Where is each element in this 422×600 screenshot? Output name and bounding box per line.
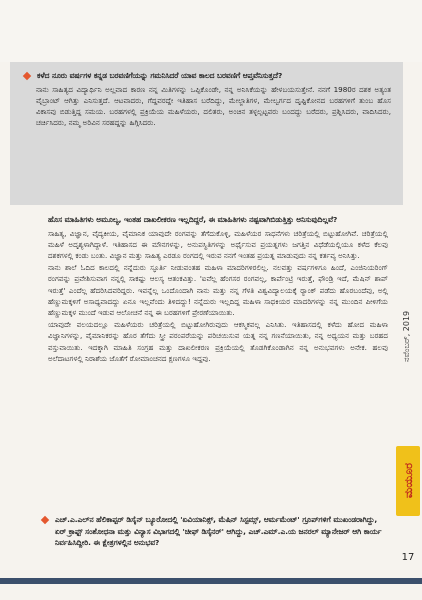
- body-question: ಹೊಸ ಮಾಹಿತಿಗಳು ಅಮೂಲ್ಯ, ಇಂತಹ ದಾಖಲೀಕರಣ ಇಲ್ಲದಿದ್ದರೆ, ಈ ಮಾಹಿತಿಗಳು ನಷ್ಟವಾಗಿಬಿಡುತ್ತಿತ್ತು ಅನಿಸುವುದಿಲ್ಲವೆ?: [48, 215, 338, 224]
- diamond-bullet-icon: [23, 72, 31, 80]
- qa-question: [22, 70, 391, 82]
- body-paragraph-2: ನಾನು ಶಾಲೆ ಓದಿದ ಕಾಲದಲ್ಲಿ ನನ್ನೆದುರು ಸ್ಫೂರ್ತಿ ನೀಡುವಂತಹ ಮಹಿಳಾ ಮಾದರಿಗಳಿರಲಿಲ್ಲ. ನಲವತ್ತು ವರ್ಷಗಳಿಗೂ ಹಿಂದೆ, ಎಂಜಿನಿಯರಿಂಗ್ ರಂಗವನ್ನು ಪ್ರವೇಶಿಸುವಾಗ ನನ್ನಲ್ಲಿ ಸಾಕಷ್ಟು ಆಲಸ್ಯ ಆತಂಕವಿತ್ತು. 'ಐವೆಲ್ಲ ಹೆಂಗಸರ ರಂಗವಲ್ಲ, ಕಾರ್ಪೆಂಟ್ರಿ ಇರುತ್ತೆ, ಫೌಂಡ್ರಿ ಇದೆ, ಮೆಷಿನ್ ಶಾಪ್ ಇರುತ್ತೆ' ಎಂದೆಲ್ಲ ಹೆದರಿಸಿದವರಿದ್ದರು. ಇವನ್ನೆಲ್ಲ ಒಂದೊಂದಾಗಿ ನಾನು ಮತ್ತು ನನ್ನ ಗೆಳತಿ ವಿಶ್ವವಿದ್ಯಾಲಯಕ್ಕೆ ರ‍್ಯಾಂಕ್ ಪಡೆದು ಹೊರಬಂದೆವು, ಅಲ್ಲಿ ಹೆಣ್ಣುಮಕ್ಕಳಿಗೆ ಅಸಾಧ್ಯವಾದದ್ದು ಏನೂ ಇಲ್ಲವೆಂದು ತಿಳಿದದ್ದು! ನನ್ನೆದುರು ಇಲ್ಲದಿದ್ದ ಮಹಿಳಾ ಸಾಧಕಿಯರ ಮಾದರಿಗಳನ್ನು ನನ್ನ ಮುಂದಿನ ಪೀಳಿಗೆಯ ಹೆಣ್ಣುಮಕ್ಕಳ ಮುಂದೆ ಇಡುವ ಆಲೋಚನೆ ನನ್ನ ಈ ಬರಹಗಳಿಗೆ ಪ್ರೇರಣೆಯಾಯಿತು.: [48, 263, 388, 317]
- issue-date: ನವೆಂಬರ್, 2019: [402, 310, 411, 362]
- highlighted-qa-box: [10, 62, 403, 205]
- next-question-text: ಎಚ್.ಎ.ಎಲ್‌ನ ಹೆಲಿಕಾಪ್ಟರ್ ಡಿಸೈನ್ ಬ್ಯೂರೋದಲ್ಲಿ 'ಏವಿಯಾನಿಕ್ಸ್, ಮೆಷಿನ್ ಸಿಸ್ಟಮ್ಸ್, ಆರ್ಮಮೆಂಟ್' ಗ್ರೂಪ್‌ಗಳಿಗೆ ಮುಖಂಡರಾಗಿದ್ದು, ಏರ್ ಕ್ರಾಫ್ಟ್ ಸಂಶೋಧನಾ ಮತ್ತು ವಿನ್ಯಾಸ ವಿಭಾಗದಲ್ಲಿ 'ಚೀಫ್ ಡಿಸೈನರ್' ಆಗಿದ್ದು, ಎಚ್.ಎಮ್.ಎ.ಯ ಜನರಲ್ ಮ್ಯಾನೇಜರ್ ಆಗಿ ಕಾರ್ಯ ನಿರ್ವಹಿಸಿದ್ದೀರಿ. ಈ ಕ್ಷೇತ್ರಗಳಲ್ಲಿನ ಅನುಭವ?: [55, 515, 382, 547]
- page-number: 17: [401, 552, 415, 563]
- top-margin: [0, 0, 422, 62]
- next-question: [40, 514, 390, 549]
- qa-question-text: ಕಳೆದ ನೂರು ವರ್ಷಗಳ ಕನ್ನಡ ಬರವಣಿಗೆಯನ್ನು ಗಮನಿಸಿದರೆ ಯಾವ ಕಾಲದ ಬರವಣಿಗೆ ಆಪ್ತವೆನಿಸುತ್ತದೆ?: [37, 71, 283, 80]
- article-body: [48, 214, 388, 364]
- vertical-masthead: [396, 276, 420, 536]
- diamond-bullet-icon: [41, 516, 49, 524]
- body-paragraph-1: ಸಾಹಿತ್ಯ, ವಿಜ್ಞಾನ, ವೈದ್ಯಕೀಯ, ವೈಮಾನಿಕ ಯಾವುದೇ ರಂಗವನ್ನು ತೆಗೆದುಕೊಳ್ಳಿ, ಮಹಿಳೆಯರ ಸಾಧನೆಗಳು ಚರಿತ್ರೆಯಲ್ಲಿ ಬಿಟ್ಟುಹೋಗಿವೆ. ಚರಿತ್ರೆಯಲ್ಲಿ ಮಹಿಳೆ ಅದೃಶ್ಯಳಾಗಿದ್ದಾಳೆ. ಇತಿಹಾಸದ ಈ ಮೌನಗಳನ್ನು, ಅನುಪಸ್ಥಿತಿಗಳನ್ನು ಅರ್ಥೈಸುವ ಪ್ರಯತ್ನಗಳು ಜಗತ್ತಿನ ವಿಧೆಡೆಯಲ್ಲಿಯೂ ಕಳೆದ ಕೆಲವು ದಶಕಗಳಲ್ಲಿ ಕಂಡು ಬಂತು. ವಿಜ್ಞಾನ ಮತ್ತು ಸಾಹಿತ್ಯ ಎರಡೂ ರಂಗದಲ್ಲಿ ಇರುವ ನನಗೆ ಇಂತಹ ಪ್ರಯತ್ನ ಮಾಡುವುದು ನನ್ನ ಕರ್ತವ್ಯ ಅನಿಸಿತ್ತು.: [48, 228, 388, 260]
- qa-answer: ನಾನು ಸಾಹಿತ್ಯದ ವಿದ್ಯಾರ್ಥಿನಿ ಅಲ್ಲವಾದ ಕಾರಣ ನನ್ನ ಮಿತಿಗಳನ್ನು ಒಪ್ಪಿಕೊಂಡೇ, ನನ್ನ ಅನಿಸಿಕೆಯನ್ನು ಹೇಳಬಯಸುತ್ತೇನೆ. ನನಗೆ 1980ರ ದಶಕ ಅತ್ಯಂತ ವೈಬ್ರಾಂಟ್ ಆಗಿತ್ತು ಎನಿಸುತ್ತದೆ. ಆಟವಾದರು, ಗೆದ್ದವರದ್ದೇ ಇತಿಹಾಸ ಬರೆದಿದ್ದು, ಮೇಲ್ಜಾತಿಗಳ, ಮೇಲ್ವರ್ಗದ ದೃಷ್ಟಿಕೋನದ ಬರಹಗಳಿಗೆ ತುಂಬ ಹೊಸ ವಿಕಾಸವು ಬಿಡುತ್ತಿದ್ದ ಸಮಯ. ಬರಹಗಳಲ್ಲಿ ಪ್ರಕ್ರಿಯೆಯ ಮಹಿಳೆಯರು, ದಲಿತರು, ಅಂಚಿನ ತಳ್ಳಲ್ಪಟ್ಟವರು ಬಂದದ್ದು ಬರೆದರು, ಪ್ರಶ್ನಿಸಿದರು, ವಾದಿಸಿದರು, ಚರ್ಚಿಸಿದರು, ನಮ್ಮ ಅರಿವಿನ ಸರಹದ್ದನ್ನು ಹಿಗ್ಗಿಸಿದರು.: [36, 84, 391, 128]
- body-paragraph-3: ಯಾವುದೇ ವಲಯದಲ್ಲೂ ಮಹಿಳೆಯರು ಚರಿತ್ರೆಯಲ್ಲಿ ಬಿಟ್ಟುಹೋಗಿರುವುದು ಆಕಸ್ಮಿಕವಲ್ಲ ಎನಿಸಿತು. ಇತಿಹಾಸದಲ್ಲಿ ಕಳೆದು ಹೋದ ಮಹಿಳಾ ವಿಜ್ಞಾನಿಗಳನ್ನು, ವೈಮಾನಿಕರನ್ನು ಹೊರ ತೆಗೆದು ಸ್ತ್ರೀ ಪರಂಪರೆಯನ್ನು ಪರಿಚಯಿಸುವ ಯತ್ನ ನನ್ನ ಗಣನೆಯಾಯಿತು, ನನ್ನ ಅಧ್ಯಯನ ಮತ್ತು ಬರಹದ ವಸ್ತುವಾಯಿತು. ಇದಕ್ಕಾಗಿ ಮಾಹಿತಿ ಸಂಗ್ರಹ ಮತ್ತು ದಾಖಲೀಕರಣ ಪ್ರಕ್ರಿಯೆಯಲ್ಲಿ ತೊಡಗಿಕೊಂಡಾಗಿನ ನನ್ನ ಅನುಭವಗಳು ಅನೇಕ. ಹಲವು ಅಲೆದಾಟಗಳಲ್ಲಿ ನಿರಾಶೆಯ ಜೊತೆಗೆ ರೋಮಾಂಚನದ ಕ್ಷಣಗಳೂ ಇದ್ದವು.: [48, 320, 388, 363]
- magazine-logo: [396, 446, 420, 516]
- footer-rule: [0, 578, 422, 584]
- magazine-logo-text: ಮಯೂರ: [401, 463, 415, 499]
